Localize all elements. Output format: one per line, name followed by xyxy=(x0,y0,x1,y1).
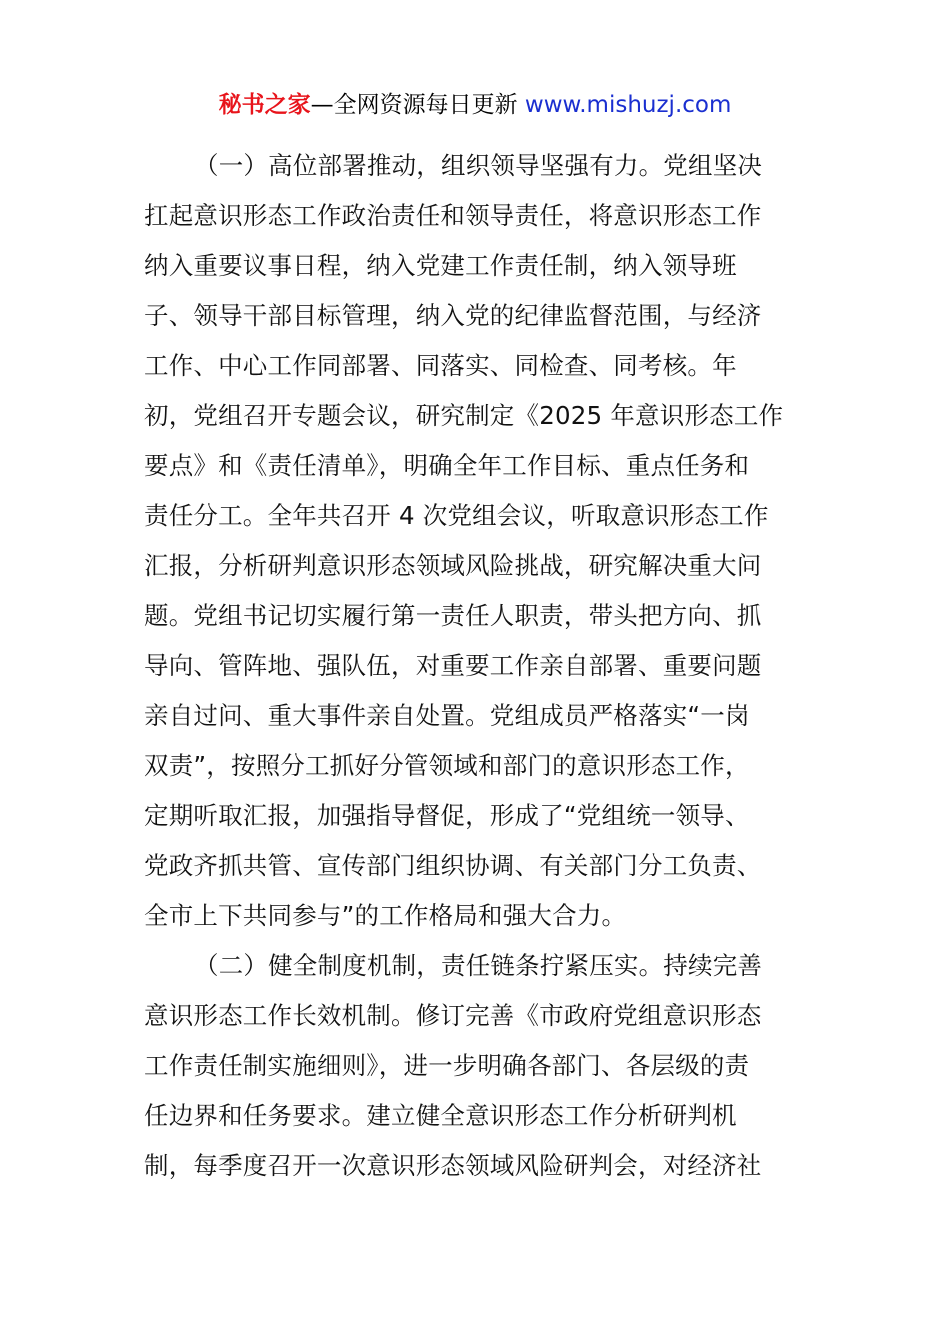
text-line: 子、领导干部目标管理，纳入党的纪律监督范围，与经济 xyxy=(144,301,762,330)
site-tagline: —全网资源每日更新 xyxy=(310,92,525,118)
document-body xyxy=(144,146,808,1196)
text-line: 责任分工。全年共召开 4 次党组会议，听取意识形态工作 xyxy=(144,501,769,530)
paragraph-1 xyxy=(144,146,808,946)
text-line: （二）健全制度机制，责任链条拧紧压实。持续完善 xyxy=(194,951,763,980)
site-brand: 秘书之家 xyxy=(218,92,311,118)
text-line: 汇报，分析研判意识形态领域风险挑战，研究解决重大问 xyxy=(144,551,762,580)
site-header xyxy=(0,88,950,122)
text-line: 全市上下共同参与”的工作格局和强大合力。 xyxy=(144,901,627,930)
text-line: 党政齐抓共管、宣传部门组织协调、有关部门分工负责、 xyxy=(144,851,762,880)
text-line: 初，党组召开专题会议，研究制定《2025 年意识形态工作 xyxy=(144,401,784,430)
text-line: 要点》和《责任清单》，明确全年工作目标、重点任务和 xyxy=(144,451,750,480)
text-line: 纳入重要议事日程，纳入党建工作责任制，纳入领导班 xyxy=(144,251,737,280)
text-line: 制，每季度召开一次意识形态领域风险研判会，对经济社 xyxy=(144,1151,762,1180)
text-line: 扛起意识形态工作政治责任和领导责任，将意识形态工作 xyxy=(144,201,762,230)
text-line: 工作、中心工作同部署、同落实、同检查、同考核。年 xyxy=(144,351,737,380)
text-line: 题。党组书记切实履行第一责任人职责，带头把方向、抓 xyxy=(144,601,762,630)
text-line: 导向、管阵地、强队伍，对重要工作亲自部署、重要问题 xyxy=(144,651,762,680)
site-url-link[interactable]: www.mishuzj.com xyxy=(524,92,732,118)
text-line: 意识形态工作长效机制。修订完善《市政府党组意识形态 xyxy=(144,1001,762,1030)
text-line: 工作责任制实施细则》，进一步明确各部门、各层级的责 xyxy=(144,1051,750,1080)
text-line: 任边界和任务要求。建立健全意识形态工作分析研判机 xyxy=(144,1101,737,1130)
text-line: （一）高位部署推动，组织领导坚强有力。党组坚决 xyxy=(194,151,763,180)
paragraph-2 xyxy=(144,946,808,1196)
text-line: 定期听取汇报，加强指导督促，形成了“党组统一领导、 xyxy=(144,801,750,830)
text-line: 双责”，按照分工抓好分管领域和部门的意识形态工作， xyxy=(144,751,750,780)
text-line: 亲自过问、重大事件亲自处置。党组成员严格落实“一岗 xyxy=(144,701,750,730)
